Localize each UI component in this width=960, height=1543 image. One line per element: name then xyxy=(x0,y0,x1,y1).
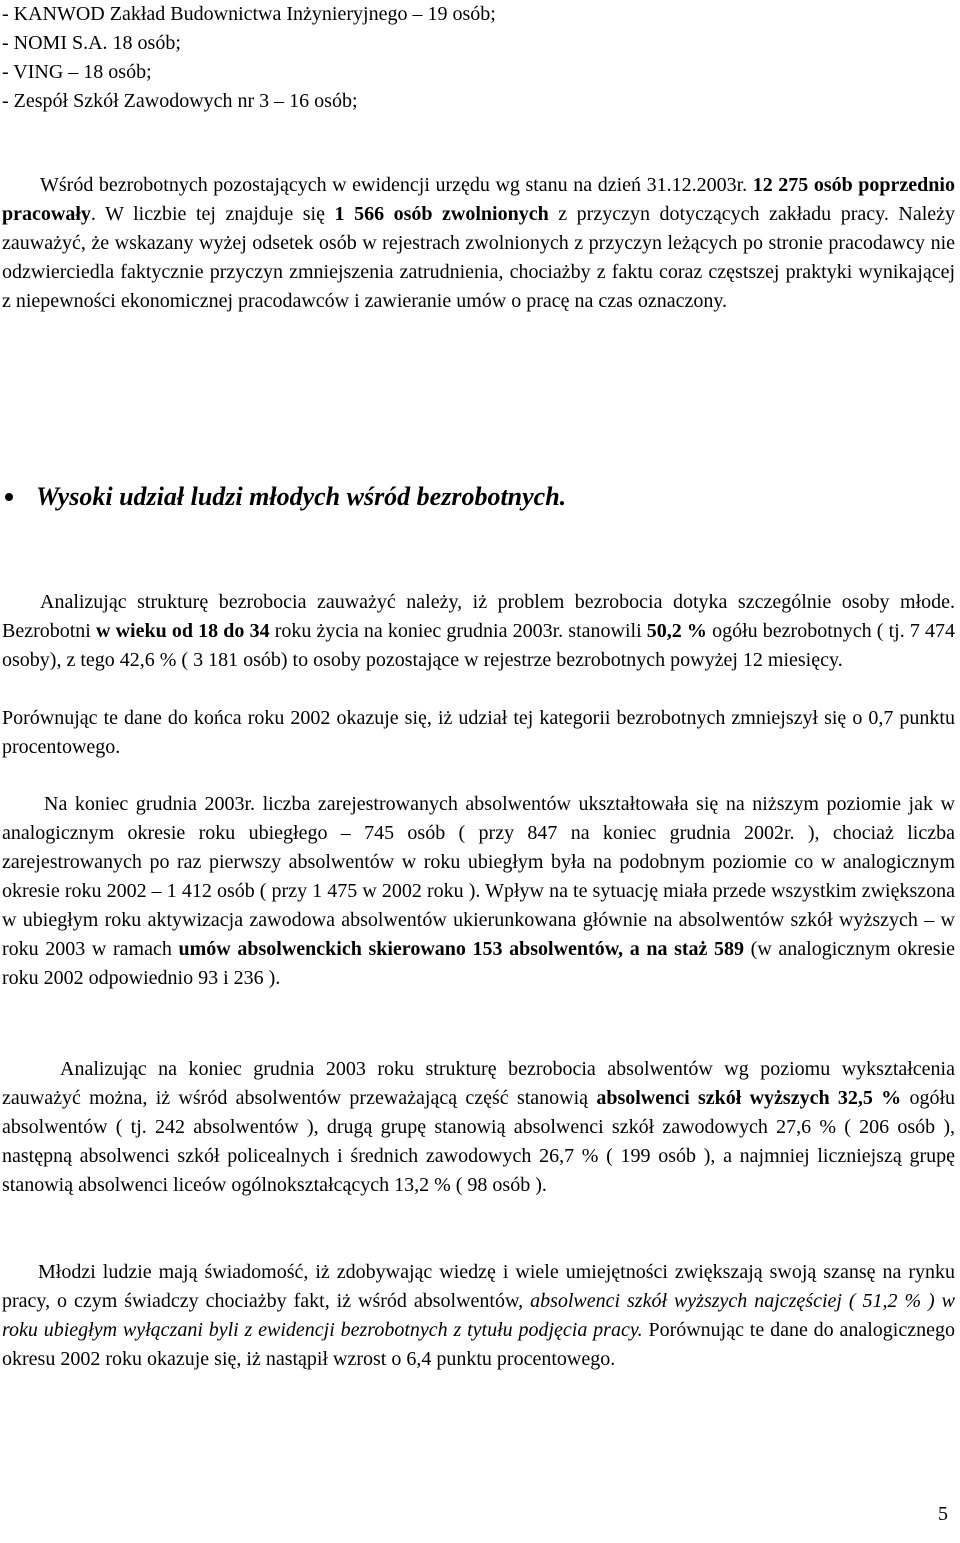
paragraph-dismissed-workers: Wśród bezrobotnych pozostających w ewidencji urzędu wg stanu na dzień 31.12.2003r. 12 275 osób poprzednio pracowały. W liczbie tej znajduje się 1 566 osób zwolnionych z przyczyn dotyczących zakładu pracy. Należy zauważyć, że wskazany wyżej odsetek osób w rejestrach zwolnionych z przyczyn leżących po stronie pracodawcy nie odzwierciedla faktycznie przyczyn zmniejszenia zatrudnienia, chociażby z faktu coraz częstszej praktyki wynikającej z niepewności ekonomicznej pracodawców i zawieranie umów o pracę na czas oznaczony. xyxy=(2,174,956,312)
company-list xyxy=(2,0,942,116)
paragraph-young-unemployed: Analizując strukturę bezrobocia zauważyć należy, iż problem bezrobocia dotyka szczególnie osoby młode. Bezrobotni w wieku od 18 do 34 roku życia na koniec grudnia 2003r. stanowili 50,2 % ogółu bezrobotnych ( tj. 7 474 osoby), z tego 42,6 % ( 3 181 osób) to osoby pozostające w rejestrze bezrobotnych powyżej 12 miesięcy. xyxy=(2,591,956,671)
paragraph-education-structure: Analizując na koniec grudnia 2003 roku strukturę bezrobocia absolwentów wg poziomu wykształcenia zauważyć można, iż wśród absolwentów przeważającą część stanowią absolwenci szkół wyższych 32,5 % ogółu absolwentów ( tj. 242 absolwentów ), drugą grupę stanowią absolwenci szkół zawodowych 27,6 % ( 206 osób ), następną absolwenci szkół policealnych i średnich zawodowych 26,7 % ( 199 osób ), a najmniej liczniejszą grupę stanowią absolwenci liceów ogólnokształcących 13,2 % ( 98 osób ). xyxy=(2,1058,955,1196)
page-number: 5 xyxy=(938,1503,948,1525)
list-item: - VING – 18 osób; xyxy=(2,61,152,83)
list-item: - KANWOD Zakład Budownictwa Inżynieryjnego – 19 osób; xyxy=(2,3,496,25)
paragraph-comparison-2002: Porównując te dane do końca roku 2002 okazuje się, iż udział tej kategorii bezrobotnych zmniejszył się o 0,7 punktu procentowego. xyxy=(2,707,955,758)
list-item: - Zespół Szkół Zawodowych nr 3 – 16 osób; xyxy=(2,90,358,112)
bullet-icon xyxy=(5,493,13,501)
paragraph-graduates: Na koniec grudnia 2003r. liczba zarejestrowanych absolwentów ukształtowała się na niższym poziomie jak w analogicznym okresie roku ubiegłego – 745 osób ( przy 847 na koniec grudnia 2002r. ), chociaż liczba zarejestrowanych po raz pierwszy absolwentów w roku ubiegłym była na podobnym poziomie co w analogicznym okresie roku 2002 – 1 412 osób ( przy 1 475 w 2002 roku ). Wpływ na te sytuację miała przede wszystkim zwiększona w ubiegłym roku aktywizacja zawodowa absolwentów ukierunkowana głównie na absolwentów szkół wyższych – w roku 2003 w ramach umów absolwenckich skierowano 153 absolwentów, a na staż 589 (w analogicznym okresie roku 2002 odpowiednio 93 i 236 ). xyxy=(2,793,955,989)
section-heading: Wysoki udział ludzi młodych wśród bezrobotnych. xyxy=(0,480,953,514)
list-item: - NOMI S.A. 18 osób; xyxy=(2,32,181,54)
paragraph-young-awareness: Młodzi ludzie mają świadomość, iż zdobywając wiedzę i wiele umiejętności zwiększają swoją szansę na rynku pracy, o czym świadczy chociażby fakt, iż wśród absolwentów, absolwenci szkół wyższych najczęściej ( 51,2 % ) w roku ubiegłym wyłączani byli z ewidencji bezrobotnych z tytułu podjęcia pracy. Porównując te dane do analogicznego okresu 2002 roku okazuje się, iż nastąpił wzrost o 6,4 punktu procentowego. xyxy=(2,1261,955,1370)
